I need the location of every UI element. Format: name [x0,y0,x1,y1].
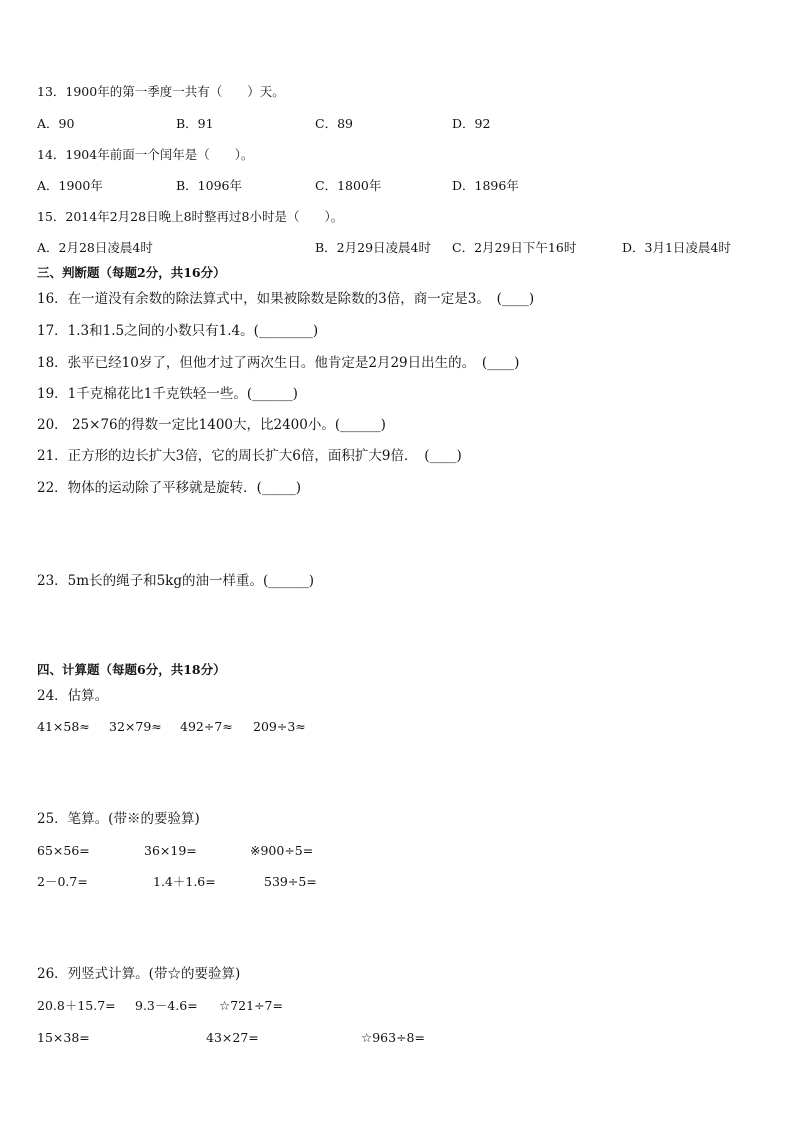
question-21: 21．正方形的边长扩大3倍，它的周长扩大6倍，面积扩大9倍． (____) [37,448,462,464]
q25-item-6: 539÷5= [264,874,317,889]
question-22: 22．物体的运动除了平移就是旋转．(_____) [37,480,301,496]
q26-item-5: 43×27= [206,1030,259,1045]
q26-item-6: ☆963÷8= [361,1030,425,1045]
q24-item-1: 41×58≈ [37,719,90,734]
q24-item-2: 32×79≈ [109,719,162,734]
question-16: 16．在一道没有余数的除法算式中，如果被除数是除数的3倍，商一定是3。 (____) [37,291,535,307]
question-17: 17．1.3和1.5之间的小数只有1.4。(________) [37,323,319,339]
question-14-stem: 14．1904年前面一个闰年是（ ）。 [37,147,254,162]
q25-item-4: 2－0.7= [37,874,88,889]
q25-item-1: 65×56= [37,843,90,858]
q13-option-d: D．92 [452,116,491,131]
section-4-title: 四、计算题（每题6分，共18分） [37,662,226,677]
q15-option-c: C．2月29日下午16时 [452,240,577,255]
question-25-stem: 25．笔算。(带※的要验算) [37,811,200,827]
q26-item-4: 15×38= [37,1030,90,1045]
q26-item-3: ☆721÷7= [219,998,283,1013]
q24-item-3: 492÷7≈ [180,719,233,734]
q14-option-d: D．1896年 [452,178,519,193]
question-13-stem: 13．1900年的第一季度一共有（ ）天。 [37,84,285,99]
q14-option-c: C．1800年 [315,178,382,193]
question-26-stem: 26．列竖式计算。(带☆的要验算) [37,966,241,982]
q26-item-1: 20.8＋15.7= [37,998,116,1013]
q13-option-c: C．89 [315,116,353,131]
question-19: 19．1千克棉花比1千克铁轻一些。(______) [37,386,298,402]
q25-item-5: 1.4＋1.6= [153,874,216,889]
question-18: 18．张平已经10岁了，但他才过了两次生日。他肯定是2月29日出生的。 (____) [37,355,520,371]
q14-option-a: A．1900年 [37,178,103,193]
q14-option-b: B．1096年 [176,178,242,193]
q15-option-b: B．2月29日凌晨4时 [315,240,431,255]
question-23: 23．5m长的绳子和5kg的油一样重。(______) [37,573,315,589]
q15-option-a: A．2月28日凌晨4时 [37,240,153,255]
question-20: 20． 25×76的得数一定比1400大，比2400小。(______) [37,417,386,433]
q24-item-4: 209÷3≈ [253,719,306,734]
question-24-stem: 24．估算。 [37,688,109,704]
q13-option-b: B．91 [176,116,214,131]
q13-option-a: A．90 [37,116,75,131]
q25-item-2: 36×19= [144,843,197,858]
q26-item-2: 9.3－4.6= [135,998,198,1013]
question-15-stem: 15．2014年2月28日晚上8时整再过8小时是（ ）。 [37,209,344,224]
section-3-title: 三、判断题（每题2分，共16分） [37,265,226,280]
q25-item-3: ※900÷5= [250,843,314,858]
q15-option-d: D．3月1日凌晨4时 [622,240,731,255]
